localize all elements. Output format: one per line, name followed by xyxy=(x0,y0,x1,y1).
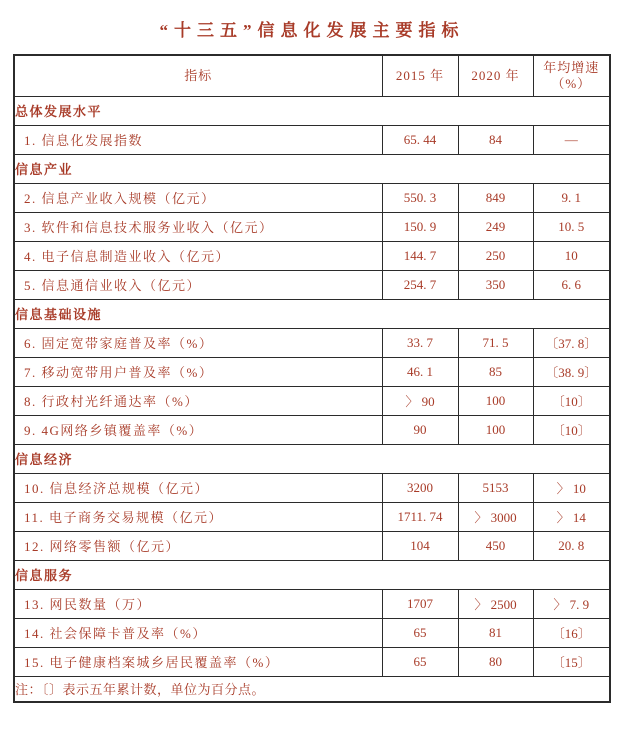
growth-cell: 〔37. 8〕 xyxy=(533,328,610,357)
indicator-cell: 12. 网络零售额（亿元） xyxy=(14,531,382,560)
section-row xyxy=(14,299,610,328)
growth-cell: 〔16〕 xyxy=(533,618,610,647)
table-row xyxy=(14,241,610,270)
header-growth xyxy=(533,55,610,96)
value-2015-cell: 1707 xyxy=(382,589,458,618)
value-2015-cell: 90 xyxy=(382,415,458,444)
table-row xyxy=(14,270,610,299)
section-title: 总体发展水平 xyxy=(14,96,610,125)
value-2020-cell: 350 xyxy=(458,270,533,299)
growth-cell: 10 xyxy=(533,241,610,270)
value-2020-cell: 84 xyxy=(458,125,533,154)
indicator-cell: 10. 信息经济总规模（亿元） xyxy=(14,473,382,502)
value-2015-cell: 144. 7 xyxy=(382,241,458,270)
value-2020-cell: 100 xyxy=(458,386,533,415)
growth-cell: 〔10〕 xyxy=(533,415,610,444)
section-title: 信息产业 xyxy=(14,154,610,183)
indicator-cell: 2. 信息产业收入规模（亿元） xyxy=(14,183,382,212)
indicator-cell: 3. 软件和信息技术服务业收入（亿元） xyxy=(14,212,382,241)
header-growth-label: 年均增速 xyxy=(543,59,600,75)
value-2020-cell: 250 xyxy=(458,241,533,270)
indicator-cell: 5. 信息通信业收入（亿元） xyxy=(14,270,382,299)
table-row xyxy=(14,357,610,386)
table-header xyxy=(14,55,610,96)
value-2020-cell: 450 xyxy=(458,531,533,560)
growth-cell: 〔10〕 xyxy=(533,386,610,415)
value-2015-cell: 65. 44 xyxy=(382,125,458,154)
indicator-cell: 11. 电子商务交易规模（亿元） xyxy=(14,502,382,531)
indicator-cell: 8. 行政村光纤通达率（%） xyxy=(14,386,382,415)
table-row xyxy=(14,328,610,357)
table-row xyxy=(14,531,610,560)
section-title: 信息服务 xyxy=(14,560,610,589)
header-growth-unit: （%） xyxy=(551,75,592,91)
indicator-cell: 6. 固定宽带家庭普及率（%） xyxy=(14,328,382,357)
section-row xyxy=(14,560,610,589)
indicator-cell: 15. 电子健康档案城乡居民覆盖率（%） xyxy=(14,647,382,676)
table-footnote: 注：〔〕表示五年累计数，单位为百分点。 xyxy=(14,676,610,702)
value-2015-cell: 33. 7 xyxy=(382,328,458,357)
table-row xyxy=(14,589,610,618)
indicator-cell: 9. 4G网络乡镇覆盖率（%） xyxy=(14,415,382,444)
page-title: “十三五”信息化发展主要指标 xyxy=(159,21,465,40)
table-row xyxy=(14,502,610,531)
value-2015-cell: 150. 9 xyxy=(382,212,458,241)
indicators-table xyxy=(13,54,611,703)
header-row xyxy=(14,55,610,96)
value-2020-cell: 80 xyxy=(458,647,533,676)
value-2020-cell: 849 xyxy=(458,183,533,212)
table-row xyxy=(14,212,610,241)
value-2015-cell: 〉 90 xyxy=(382,386,458,415)
growth-cell: 〉 14 xyxy=(533,502,610,531)
table-row xyxy=(14,183,610,212)
indicator-cell: 14. 社会保障卡普及率（%） xyxy=(14,618,382,647)
header-2020: 2020 年 xyxy=(458,55,533,96)
table-row xyxy=(14,386,610,415)
value-2015-cell: 104 xyxy=(382,531,458,560)
table-row xyxy=(14,125,610,154)
growth-cell: 〉 7. 9 xyxy=(533,589,610,618)
value-2020-cell: 71. 5 xyxy=(458,328,533,357)
header-2015: 2015 年 xyxy=(382,55,458,96)
value-2020-cell: 5153 xyxy=(458,473,533,502)
growth-cell: 6. 6 xyxy=(533,270,610,299)
indicator-cell: 1. 信息化发展指数 xyxy=(14,125,382,154)
table-row xyxy=(14,473,610,502)
value-2015-cell: 65 xyxy=(382,618,458,647)
growth-cell: 〉 10 xyxy=(533,473,610,502)
section-title: 信息经济 xyxy=(14,444,610,473)
section-row xyxy=(14,444,610,473)
header-indicator: 指标 xyxy=(14,55,382,96)
indicator-cell: 13. 网民数量（万） xyxy=(14,589,382,618)
section-row xyxy=(14,96,610,125)
table-body xyxy=(14,96,610,702)
value-2020-cell: 〉 2500 xyxy=(458,589,533,618)
note-row xyxy=(14,676,610,702)
growth-cell: 20. 8 xyxy=(533,531,610,560)
value-2020-cell: 85 xyxy=(458,357,533,386)
growth-cell: 〔38. 9〕 xyxy=(533,357,610,386)
value-2020-cell: 〉 3000 xyxy=(458,502,533,531)
value-2020-cell: 81 xyxy=(458,618,533,647)
table-row xyxy=(14,618,610,647)
value-2015-cell: 1711. 74 xyxy=(382,502,458,531)
value-2020-cell: 100 xyxy=(458,415,533,444)
growth-cell: 9. 1 xyxy=(533,183,610,212)
value-2020-cell: 249 xyxy=(458,212,533,241)
growth-cell: 〔15〕 xyxy=(533,647,610,676)
value-2015-cell: 65 xyxy=(382,647,458,676)
growth-cell: — xyxy=(533,125,610,154)
value-2015-cell: 254. 7 xyxy=(382,270,458,299)
section-row xyxy=(14,154,610,183)
value-2015-cell: 46. 1 xyxy=(382,357,458,386)
section-title: 信息基础设施 xyxy=(14,299,610,328)
indicator-cell: 7. 移动宽带用户普及率（%） xyxy=(14,357,382,386)
table-row xyxy=(14,415,610,444)
value-2015-cell: 3200 xyxy=(382,473,458,502)
indicator-cell: 4. 电子信息制造业收入（亿元） xyxy=(14,241,382,270)
table-row xyxy=(14,647,610,676)
value-2015-cell: 550. 3 xyxy=(382,183,458,212)
growth-cell: 10. 5 xyxy=(533,212,610,241)
